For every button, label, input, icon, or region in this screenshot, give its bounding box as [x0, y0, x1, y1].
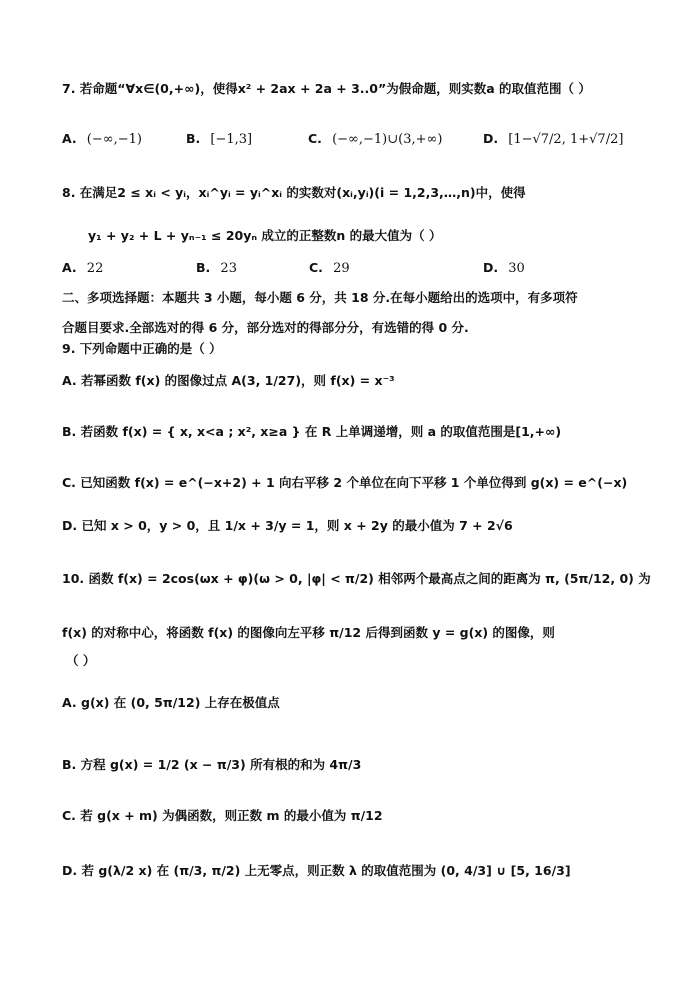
q7-option-c [308, 131, 442, 147]
q8-option-c-label: C. [309, 260, 323, 275]
q7-option-a [62, 131, 142, 147]
q7-option-b-text: [−1,3] [210, 132, 253, 147]
q8-stem-line2: y₁ + y₂ + L + yₙ₋₁ ≤ 20yₙ 成立的正整数n 的最大值为（ ） [88, 228, 442, 243]
q9-option-c: C. 已知函数 f(x) = e^(−x+2) + 1 向右平移 2 个单位在向下平移 1 个单位得到 g(x) = e^(−x) [62, 475, 628, 490]
q8-option-c [309, 260, 350, 276]
q10-stem-line1: 10. 函数 f(x) = 2cos(ωx + φ)(ω > 0, |φ| < π/2) 相邻两个最高点之间的距离为 π, (5π/12, 0) 为 [62, 571, 651, 586]
q10-stem-line3: （ ） [66, 653, 96, 668]
q8-option-d-label: D. [483, 260, 499, 275]
q7-option-b [186, 131, 252, 147]
q8-option-d-text: 30 [508, 261, 525, 276]
q9-option-d: D. 已知 x > 0，y > 0，且 1/x + 3/y = 1，则 x + 2y 的最小值为 7 + 2√6 [62, 518, 513, 533]
q9-stem: 9. 下列命题中正确的是（ ） [62, 341, 222, 356]
q8-stem-line1: 8. 在满足2 ≤ xᵢ < yᵢ，xᵢ^yᵢ = yᵢ^xᵢ 的实数对(xᵢ,yᵢ)(i = 1,2,3,…,n)中，使得 [62, 185, 526, 200]
q9-option-a: A. 若幂函数 f(x) 的图像过点 A(3, 1/27)，则 f(x) = x⁻³ [62, 373, 395, 388]
q10-option-b: B. 方程 g(x) = 1/2 (x − π/3) 所有根的和为 4π/3 [62, 757, 362, 772]
q10-stem-line2: f(x) 的对称中心，将函数 f(x) 的图像向左平移 π/12 后得到函数 y = g(x) 的图像，则 [62, 625, 555, 640]
q10-option-a: A. g(x) 在 (0, 5π/12) 上存在极值点 [62, 695, 280, 710]
q8-option-a-text: 22 [86, 261, 104, 276]
section2-line2: 合题目要求.全部选对的得 6 分，部分选对的得部分分，有选错的得 0 分. [62, 320, 469, 335]
q8-option-d [483, 260, 525, 276]
q8-option-a-label: A. [62, 260, 77, 275]
q10-option-d: D. 若 g(λ/2 x) 在 (π/3, π/2) 上无零点，则正数 λ 的取值范围为 (0, 4/3] ∪ [5, 16/3] [62, 863, 571, 878]
q7-option-c-text: (−∞,−1)∪(3,+∞) [332, 132, 443, 147]
q8-option-b-label: B. [196, 260, 211, 275]
q7-option-a-label: A. [62, 131, 77, 146]
q9-option-b: B. 若函数 f(x) = { x, x<a ; x², x≥a } 在 R 上单调递增，则 a 的取值范围是[1,+∞) [62, 424, 562, 439]
q7-option-a-text: (−∞,−1) [86, 132, 142, 147]
q7-option-d-text: [1−√7/2, 1+√7/2] [508, 132, 624, 147]
q8-option-b-text: 23 [220, 261, 237, 276]
q7-option-c-label: C. [308, 131, 322, 146]
q10-option-c: C. 若 g(x + m) 为偶函数，则正数 m 的最小值为 π/12 [62, 808, 383, 823]
section2-line1: 二、多项选择题：本题共 3 小题，每小题 6 分，共 18 分.在每小题给出的选项中，有多项符 [62, 290, 578, 305]
q8-option-a [62, 260, 103, 276]
q7-option-d-label: D. [483, 131, 499, 146]
q7-stem: 7. 若命题“∀x∈(0,+∞)，使得x² + 2ax + 2a + 3..0”为假命题，则实数a 的取值范围（ ） [62, 81, 591, 96]
q7-option-d [483, 131, 623, 147]
q7-option-b-label: B. [186, 131, 201, 146]
q8-option-c-text: 29 [333, 261, 350, 276]
q8-option-b [196, 260, 237, 276]
